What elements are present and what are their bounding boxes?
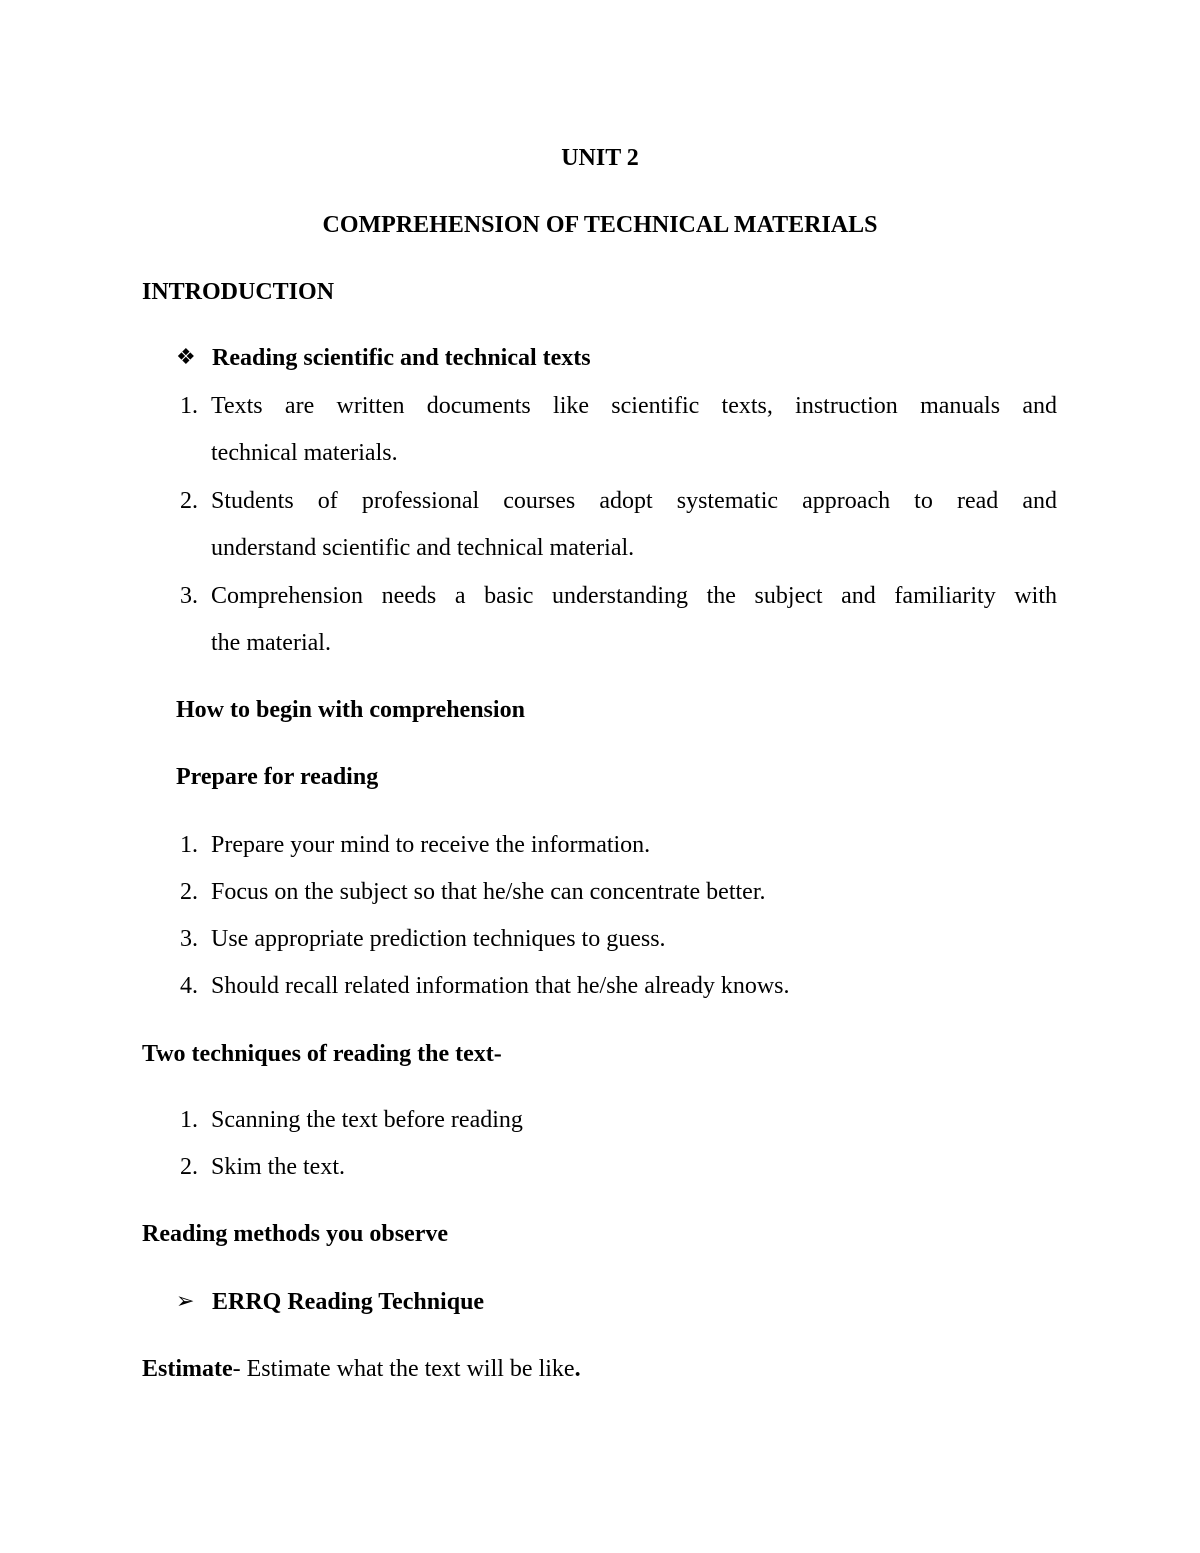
reading-texts-heading: Reading scientific and technical texts <box>212 345 591 371</box>
intro-item-line: technical materials. <box>211 440 398 466</box>
intro-item-line: the material. <box>211 630 331 656</box>
how-to-begin-heading: How to begin with comprehension <box>176 697 525 723</box>
prepare-item-text: Prepare your mind to receive the information. <box>211 832 651 858</box>
intro-item-line: Texts are written documents like scientific texts, instruction manuals and <box>211 393 1057 419</box>
estimate-text: - Estimate what the text will be like <box>232 1356 575 1382</box>
arrowhead-bullet-icon: ➢ <box>176 1289 195 1314</box>
estimate-term: Estimate <box>142 1356 233 1382</box>
prepare-item-text: Should recall related information that he/she already knows. <box>211 973 790 999</box>
technique-item-text: Skim the text. <box>211 1154 345 1180</box>
prepare-item-text: Focus on the subject so that he/she can concentrate better. <box>211 879 766 905</box>
intro-item-line: Students of professional courses adopt systematic approach to read and <box>211 488 1057 514</box>
prepare-item-number: 3. <box>180 926 198 952</box>
estimate-paragraph <box>142 1355 581 1383</box>
intro-item-number: 3. <box>180 583 198 609</box>
prepare-item-number: 1. <box>180 832 198 858</box>
document-title: COMPREHENSION OF TECHNICAL MATERIALS <box>322 212 878 238</box>
prepare-item-number: 2. <box>180 879 198 905</box>
two-techniques-heading: Two techniques of reading the text- <box>142 1041 502 1067</box>
intro-item-line: understand scientific and technical material. <box>211 535 635 561</box>
estimate-period: . <box>574 1356 581 1382</box>
technique-item-number: 2. <box>180 1154 198 1180</box>
errq-technique-heading: ERRQ Reading Technique <box>212 1289 485 1315</box>
reading-methods-heading: Reading methods you observe <box>142 1221 449 1247</box>
prepare-reading-heading: Prepare for reading <box>176 764 379 790</box>
unit-title: UNIT 2 <box>561 145 639 171</box>
technique-item-text: Scanning the text before reading <box>211 1107 523 1133</box>
technique-item-number: 1. <box>180 1107 198 1133</box>
four-diamond-bullet-icon: ❖ <box>176 345 196 370</box>
prepare-item-text: Use appropriate prediction techniques to guess. <box>211 926 666 952</box>
prepare-item-number: 4. <box>180 973 198 999</box>
intro-item-number: 1. <box>180 393 198 419</box>
intro-item-number: 2. <box>180 488 198 514</box>
intro-item-line: Comprehension needs a basic understanding the subject and familiarity with <box>211 583 1057 609</box>
introduction-heading: INTRODUCTION <box>142 279 335 305</box>
